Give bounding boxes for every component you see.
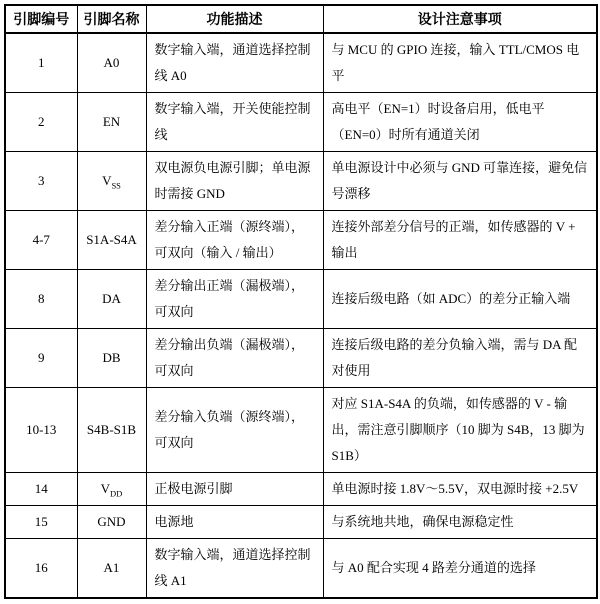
table-row <box>5 152 597 211</box>
function-description-cell: 差分输入负端（源终端），可双向 <box>146 388 323 473</box>
pin-number-cell: 8 <box>5 270 77 329</box>
table-body <box>5 33 597 598</box>
pin-name-cell: A0 <box>77 33 146 93</box>
pin-number-cell: 3 <box>5 152 77 211</box>
function-description-cell: 差分输出负端（漏极端），可双向 <box>146 329 323 388</box>
function-description-cell: 数字输入端，通道选择控制线 A1 <box>146 539 323 599</box>
design-notes-cell: 与 A0 配合实现 4 路差分通道的选择 <box>323 539 597 599</box>
design-notes-cell: 连接后级电路（如 ADC）的差分正输入端 <box>323 270 597 329</box>
table-row <box>5 388 597 473</box>
pin-name-cell: $V_{DD}$ <box>77 473 146 506</box>
design-notes-cell: 连接后级电路的差分负输入端，需与 DA 配对使用 <box>323 329 597 388</box>
function-description-cell: 电源地 <box>146 506 323 539</box>
table-row <box>5 93 597 152</box>
table-row <box>5 539 597 599</box>
design-notes-cell: 与系统地共地，确保电源稳定性 <box>323 506 597 539</box>
table-row <box>5 33 597 93</box>
pin-name-cell: A1 <box>77 539 146 599</box>
function-description-cell: 差分输出正端（漏极端），可双向 <box>146 270 323 329</box>
function-description-cell: 数字输入端，通道选择控制线 A0 <box>146 33 323 93</box>
pin-number-cell: 1 <box>5 33 77 93</box>
pin-name-cell: S1A-S4A <box>77 211 146 270</box>
function-description-cell: 双电源负电源引脚；单电源时需接 GND <box>146 152 323 211</box>
pin-number-cell: 10-13 <box>5 388 77 473</box>
table-row <box>5 270 597 329</box>
table-row <box>5 211 597 270</box>
pin-name-cell: DA <box>77 270 146 329</box>
table-row <box>5 329 597 388</box>
pin-description-table <box>4 4 598 599</box>
pin-name-cell: GND <box>77 506 146 539</box>
column-header-design-notes: 设计注意事项 <box>323 5 597 33</box>
pin-number-cell: 4-7 <box>5 211 77 270</box>
function-description-cell: 正极电源引脚 <box>146 473 323 506</box>
function-description-cell: 差分输入正端（源终端），可双向（输入 / 输出） <box>146 211 323 270</box>
pin-number-cell: 15 <box>5 506 77 539</box>
header-row <box>5 5 597 33</box>
design-notes-cell: 单电源时接 1.8V～5.5V，双电源时接 +2.5V <box>323 473 597 506</box>
design-notes-cell: 对应 S1A-S4A 的负端，如传感器的 V - 输出，需注意引脚顺序（10 脚为 S4B，13 脚为 S1B） <box>323 388 597 473</box>
pin-number-cell: 9 <box>5 329 77 388</box>
pin-name-subscript: SS <box>111 180 121 191</box>
table-row <box>5 506 597 539</box>
table-row <box>5 473 597 506</box>
pin-name-cell: S4B-S1B <box>77 388 146 473</box>
pin-name-cell: EN <box>77 93 146 152</box>
column-header-pin-name: 引脚名称 <box>77 5 146 33</box>
pin-number-cell: 2 <box>5 93 77 152</box>
pin-name-cell: $V_{SS}$ <box>77 152 146 211</box>
column-header-pin-number: 引脚编号 <box>5 5 77 33</box>
design-notes-cell: 连接外部差分信号的正端，如传感器的 V + 输出 <box>323 211 597 270</box>
design-notes-cell: 单电源设计中必须与 GND 可靠连接，避免信号漂移 <box>323 152 597 211</box>
pin-number-cell: 16 <box>5 539 77 599</box>
pin-number-cell: 14 <box>5 473 77 506</box>
function-description-cell: 数字输入端，开关使能控制线 <box>146 93 323 152</box>
column-header-function-description: 功能描述 <box>146 5 323 33</box>
design-notes-cell: 与 MCU 的 GPIO 连接，输入 TTL/CMOS 电平 <box>323 33 597 93</box>
pin-name-cell: DB <box>77 329 146 388</box>
pin-name-subscript: DD <box>110 488 123 499</box>
design-notes-cell: 高电平（EN=1）时设备启用，低电平（EN=0）时所有通道关闭 <box>323 93 597 152</box>
